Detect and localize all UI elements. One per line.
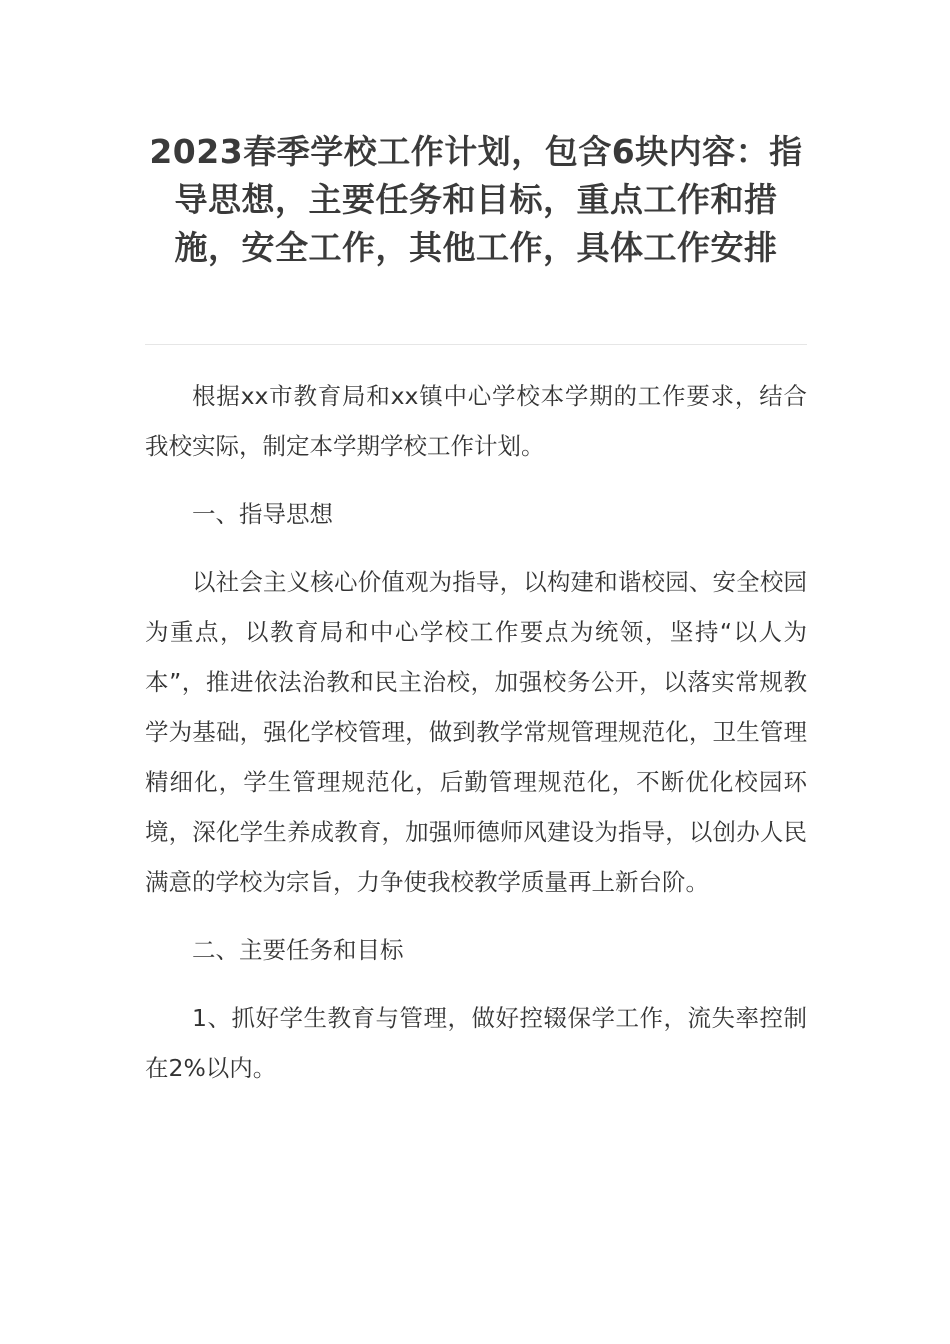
document-page [145,0,807,1111]
section-heading-tasks-goals: 二、主要任务和目标 [192,936,404,964]
task-item-1: 1、抓好学生教育与管理，做好控辍保学工作，流失率控制在2%以内。 [145,1004,807,1082]
document-body [145,371,807,1093]
section-heading-guiding-ideology: 一、指导思想 [192,500,333,528]
intro-paragraph: 根据xx市教育局和xx镇中心学校本学期的工作要求，结合我校实际，制定本学期学校工作计划。 [145,382,807,460]
document-title: 2023春季学校工作计划，包含6块内容：指导思想，主要任务和目标，重点工作和措施，安全工作，其他工作，具体工作安排 [149,132,803,267]
title-divider [145,344,807,345]
guiding-ideology-paragraph: 以社会主义核心价值观为指导，以构建和谐校园、安全校园为重点，以教育局和中心学校工作要点为统领，坚持“以人为本”，推进依法治教和民主治校，加强校务公开，以落实常规教学为基础，强化学校管理，做到教学常规管理规范化，卫生管理精细化，学生管理规范化，后勤管理规范化，不断优化校园环境，深化学生养成教育，加强师德师风建设为指导，以创办人民满意的学校为宗旨，力争使我校教学质量再上新台阶。 [145,568,807,896]
